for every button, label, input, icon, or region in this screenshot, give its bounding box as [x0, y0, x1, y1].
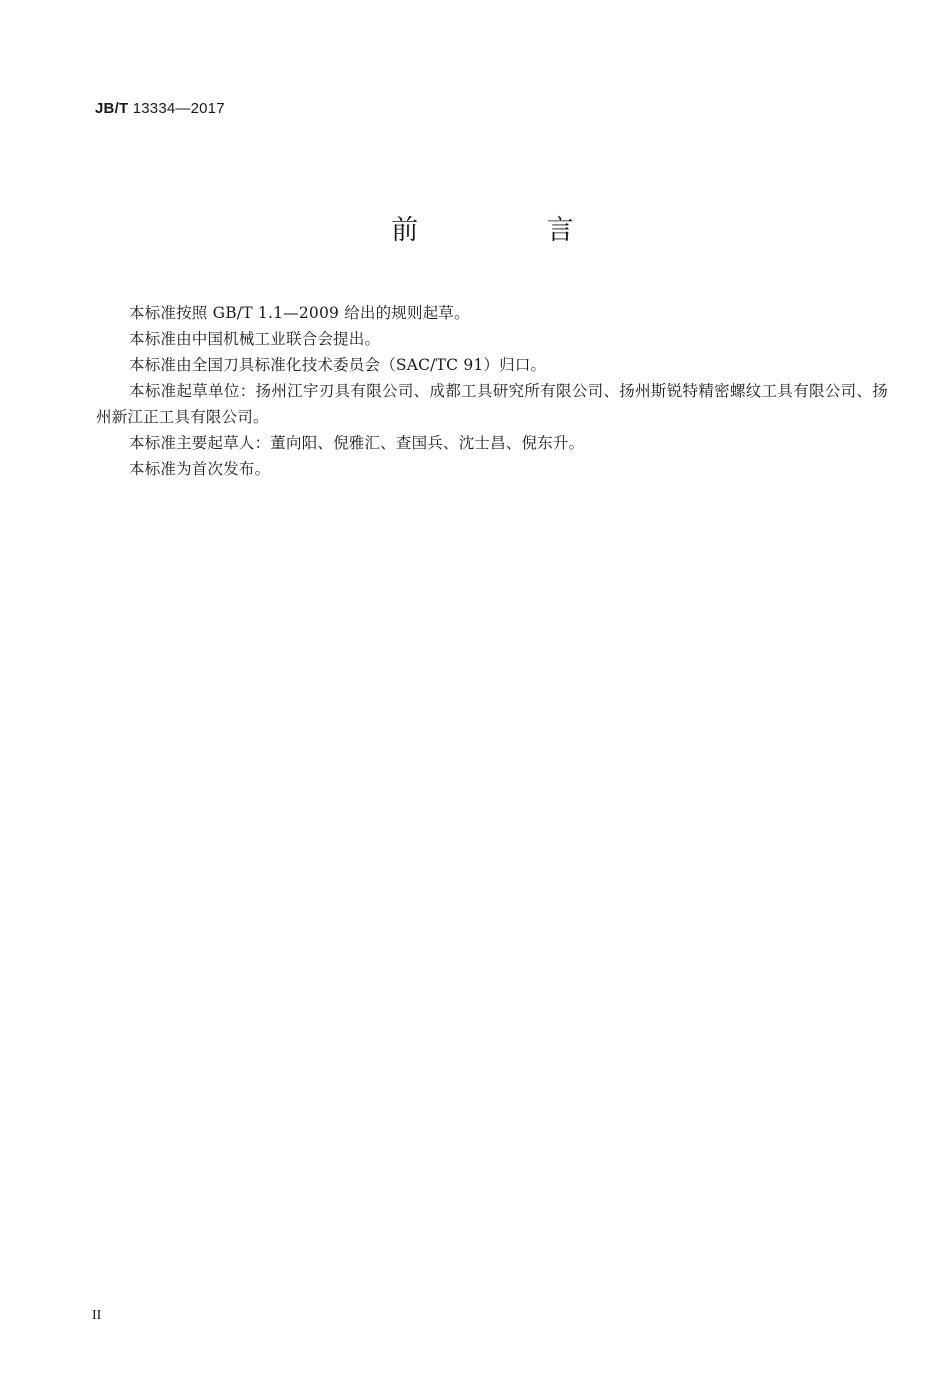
paragraph-proposer: 本标准由中国机械工业联合会提出。 — [129, 330, 381, 348]
paragraph-first-release: 本标准为首次发布。 — [129, 460, 271, 478]
standard-code — [95, 100, 225, 117]
paragraph-centralized-by: 本标准由全国刀具标准化技术委员会（SAC/TC 91）归口。 — [129, 356, 547, 374]
page-title: 前 言 — [391, 215, 634, 246]
paragraph-drafting-units: 本标准起草单位：扬州江宇刃具有限公司、成都工具研究所有限公司、扬州斯锐特精密螺纹工具有限公司、扬州新江正工具有限公司。 — [96, 382, 888, 426]
paragraph-main-drafters: 本标准主要起草人：董向阳、倪雅汇、查国兵、沈士昌、倪东升。 — [129, 434, 585, 452]
page-number: II — [92, 1308, 102, 1323]
standard-prefix: JB/T — [95, 100, 129, 117]
standard-number: 13334—2017 — [132, 100, 225, 117]
foreword-body — [96, 300, 888, 482]
paragraph-drafting-rules: 本标准按照 GB/T 1.1—2009 给出的规则起草。 — [129, 304, 470, 322]
